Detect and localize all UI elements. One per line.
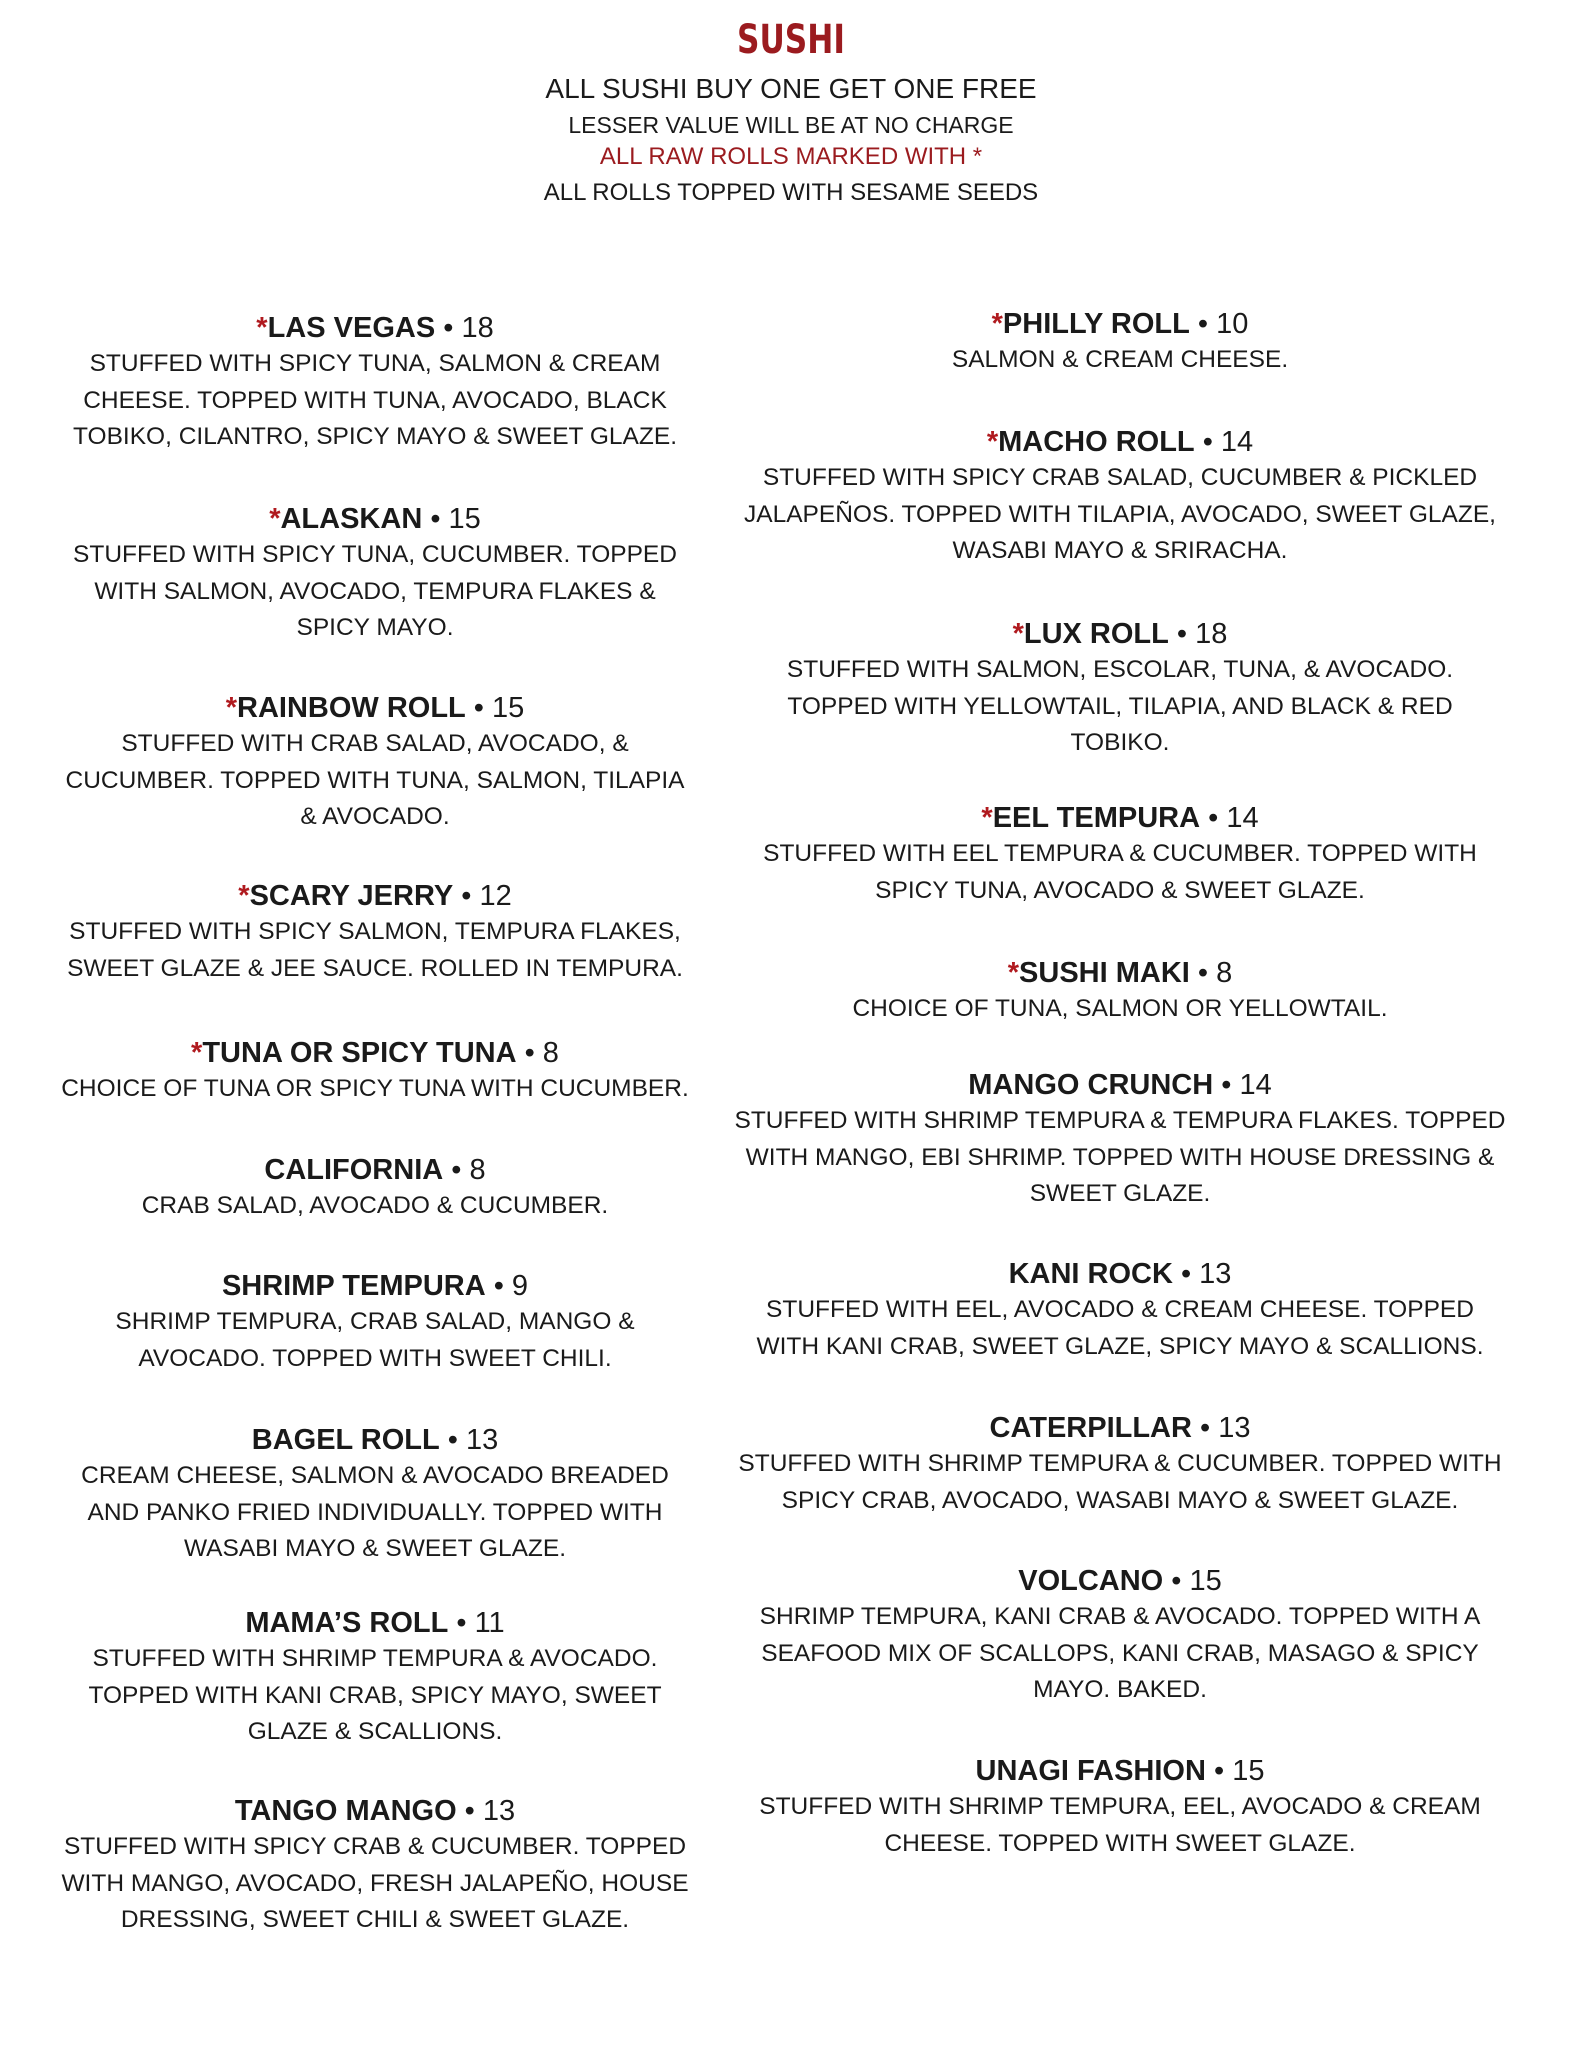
raw-marker: *: [238, 880, 250, 912]
menu-item-description: [30, 537, 720, 647]
menu-item-description: [730, 460, 1510, 570]
description-line: DRESSING, SWEET CHILI & SWEET GLAZE.: [120, 1906, 630, 1933]
menu-item: [730, 1065, 1510, 1213]
menu-item: [730, 614, 1510, 762]
description-line: GLAZE & SCALLIONS.: [247, 1718, 503, 1745]
menu-item-price: • 8: [443, 1154, 486, 1186]
menu-item: [730, 1751, 1510, 1862]
description-line: CHOICE OF TUNA OR SPICY TUNA WITH CUCUMBER.: [61, 1075, 689, 1102]
menu-item-description: [730, 1446, 1510, 1519]
description-line: STUFFED WITH SHRIMP TEMPURA & CUCUMBER. TOPPED WITH: [738, 1450, 1502, 1477]
description-line: SEAFOOD MIX OF SCALLOPS, KANI CRAB, MASAGO & SPICY: [761, 1639, 1479, 1667]
menu-item-name: VOLCANO: [1018, 1565, 1164, 1597]
menu-item-heading: [730, 1561, 1510, 1601]
menu-item-description: [30, 726, 720, 836]
menu-item: [730, 304, 1510, 379]
promo-note: LESSER VALUE WILL BE AT NO CHARGE: [568, 112, 1014, 138]
description-line: SWEET GLAZE.: [1029, 1180, 1211, 1207]
menu-item: [730, 1408, 1510, 1519]
description-line: WITH MANGO, EBI SHRIMP. TOPPED WITH HOUSE DRESSING &: [745, 1143, 1495, 1171]
description-line: SPICY MAYO.: [296, 614, 454, 641]
description-line: SHRIMP TEMPURA, CRAB SALAD, MANGO &: [115, 1308, 635, 1335]
menu-item-price: • 13: [1172, 1258, 1232, 1290]
menu-item-heading: [730, 798, 1510, 838]
raw-marker: *: [981, 802, 993, 834]
raw-marker: *: [986, 426, 999, 458]
menu-item-name: BAGEL ROLL: [251, 1424, 440, 1456]
description-line: TOBIKO, CILANTRO, SPICY MAYO & SWEET GLAZE.: [72, 423, 678, 450]
menu-item-price: • 10: [1189, 308, 1249, 340]
page-title: SUSHI: [736, 17, 846, 63]
menu-item-name: CATERPILLAR: [989, 1412, 1192, 1444]
menu-item-price: • 18: [435, 312, 494, 344]
menu-item: [30, 1420, 720, 1568]
description-line: WASABI MAYO & SRIRACHA.: [952, 537, 1288, 564]
menu-item-name: TANGO MANGO: [234, 1795, 457, 1827]
menu-item-name: KANI ROCK: [1008, 1258, 1173, 1290]
menu-item-heading: [730, 1254, 1510, 1294]
description-line: CHEESE. TOPPED WITH SWEET GLAZE.: [884, 1829, 1356, 1857]
menu-item-name: SCARY JERRY: [249, 880, 454, 912]
menu-item-name: SUSHI MAKI: [1019, 957, 1190, 989]
menu-item-heading: [30, 1150, 720, 1190]
menu-item-description: [30, 1304, 720, 1377]
menu-item-heading: [30, 1420, 720, 1460]
menu-item-name: PHILLY ROLL: [1002, 308, 1190, 340]
description-line: CUCUMBER. TOPPED WITH TUNA, SALMON, TILAPIA: [65, 766, 685, 794]
menu-item: [30, 688, 720, 836]
menu-item-name: LAS VEGAS: [267, 312, 436, 344]
menu-item-heading: [730, 614, 1510, 654]
description-line: AND PANKO FRIED INDIVIDUALLY. TOPPED WITH: [87, 1498, 663, 1526]
description-line: CHOICE OF TUNA, SALMON OR YELLOWTAIL.: [852, 995, 1388, 1022]
menu-item-description: [730, 652, 1510, 762]
menu-item-price: • 8: [516, 1037, 559, 1069]
sesame-notice: ALL ROLLS TOPPED WITH SESAME SEEDS: [543, 179, 1039, 206]
menu-item-price: • 14: [1213, 1069, 1272, 1101]
menu-item-price: • 13: [456, 1795, 516, 1827]
menu-item: [30, 1150, 720, 1225]
menu-item-name: UNAGI FASHION: [975, 1755, 1206, 1787]
menu-item-description: [30, 1188, 720, 1225]
description-line: STUFFED WITH SHRIMP TEMPURA & AVOCADO.: [92, 1645, 658, 1672]
description-line: CHEESE. TOPPED WITH TUNA, AVOCADO, BLACK: [83, 386, 667, 414]
description-line: AVOCADO. TOPPED WITH SWEET CHILI.: [138, 1344, 612, 1372]
description-line: STUFFED WITH SPICY SALMON, TEMPURA FLAKES,: [69, 918, 681, 945]
menu-item-name: RAINBOW ROLL: [237, 692, 466, 724]
menu-item-heading: [30, 499, 720, 539]
raw-marker: *: [991, 308, 1003, 340]
menu-item-price: • 8: [1189, 957, 1233, 989]
menu-item-description: [730, 991, 1510, 1028]
menu-item-price: • 9: [485, 1270, 529, 1302]
menu-item-description: [730, 1103, 1510, 1213]
menu-item-heading: [730, 953, 1510, 993]
menu-item: [30, 876, 720, 987]
description-line: TOBIKO.: [1070, 729, 1170, 756]
menu-item-heading: [30, 688, 720, 728]
menu-item-heading: [730, 1065, 1510, 1105]
menu-item-name: TUNA OR SPICY TUNA: [202, 1037, 517, 1069]
menu-item-name: ALASKAN: [280, 503, 423, 535]
menu-item-name: SHRIMP TEMPURA: [221, 1270, 486, 1302]
menu-item: [730, 1254, 1510, 1365]
description-line: STUFFED WITH CRAB SALAD, AVOCADO, &: [121, 730, 629, 757]
menu-item-price: • 18: [1168, 618, 1228, 650]
menu-item-description: [30, 1458, 720, 1568]
menu-item: [730, 1561, 1510, 1709]
raw-notice: ALL RAW ROLLS MARKED WITH *: [599, 143, 983, 170]
menu-item-heading: [30, 1266, 720, 1306]
description-line: TOPPED WITH YELLOWTAIL, TILAPIA, AND BLACK & RED: [787, 692, 1453, 720]
description-line: STUFFED WITH SPICY TUNA, SALMON & CREAM: [89, 350, 661, 377]
menu-item-price: • 15: [422, 503, 481, 535]
menu-item: [30, 1033, 720, 1108]
description-line: STUFFED WITH EEL TEMPURA & CUCUMBER. TOPPED WITH: [763, 840, 1477, 867]
description-line: CRAB SALAD, AVOCADO & CUCUMBER.: [141, 1192, 609, 1219]
description-line: TOPPED WITH KANI CRAB, SPICY MAYO, SWEET: [88, 1681, 662, 1709]
menu-item-heading: [730, 304, 1510, 344]
menu-item-price: • 14: [1194, 426, 1254, 458]
menu-item-price: • 15: [1205, 1755, 1265, 1787]
raw-marker: *: [1007, 957, 1020, 989]
raw-marker: *: [269, 503, 281, 535]
menu-item-name: MACHO ROLL: [998, 426, 1195, 458]
menu-item-price: • 13: [1191, 1412, 1251, 1444]
menu-item-heading: [30, 1033, 720, 1073]
menu-item: [30, 308, 720, 456]
menu-item-price: • 15: [1163, 1565, 1222, 1597]
menu-item: [30, 1603, 720, 1751]
description-line: SALMON & CREAM CHEESE.: [951, 346, 1289, 373]
menu-item-description: [30, 1829, 720, 1939]
menu-item-name: MAMA’S ROLL: [245, 1607, 449, 1639]
menu-item-heading: [30, 308, 720, 348]
description-line: WITH SALMON, AVOCADO, TEMPURA FLAKES &: [94, 577, 656, 605]
description-line: STUFFED WITH SPICY CRAB SALAD, CUCUMBER & PICKLED: [762, 464, 1478, 491]
description-line: STUFFED WITH SHRIMP TEMPURA, EEL, AVOCADO & CREAM: [759, 1793, 1481, 1820]
menu-item-description: [730, 1789, 1510, 1862]
menu-item: [730, 422, 1510, 570]
menu-item-description: [730, 342, 1510, 379]
menu-item-heading: [730, 422, 1510, 462]
menu-item-description: [30, 1071, 720, 1108]
menu-item-name: LUX ROLL: [1023, 618, 1169, 650]
description-line: MAYO. BAKED.: [1033, 1676, 1207, 1703]
description-line: STUFFED WITH EEL, AVOCADO & CREAM CHEESE. TOPPED: [766, 1296, 1474, 1323]
menu-item-heading: [730, 1751, 1510, 1791]
description-line: STUFFED WITH SPICY TUNA, CUCUMBER. TOPPED: [73, 541, 677, 568]
description-line: & AVOCADO.: [300, 803, 450, 830]
description-line: WITH MANGO, AVOCADO, FRESH JALAPEÑO, HOUSE: [61, 1869, 689, 1897]
menu-item-price: • 13: [439, 1424, 499, 1456]
raw-marker: *: [225, 692, 237, 724]
menu-item-description: [730, 836, 1510, 909]
raw-marker: *: [191, 1037, 203, 1069]
menu-item-description: [730, 1599, 1510, 1709]
description-line: WITH KANI CRAB, SWEET GLAZE, SPICY MAYO & SCALLIONS.: [756, 1332, 1484, 1360]
menu-item: [730, 798, 1510, 909]
description-line: SPICY TUNA, AVOCADO & SWEET GLAZE.: [875, 876, 1365, 904]
menu-item-price: • 15: [465, 692, 525, 724]
description-line: CREAM CHEESE, SALMON & AVOCADO BREADED: [81, 1462, 669, 1489]
menu-item-heading: [30, 876, 720, 916]
menu-item-description: [30, 914, 720, 987]
raw-marker: *: [1012, 618, 1024, 650]
description-line: SHRIMP TEMPURA, KANI CRAB & AVOCADO. TOPPED WITH A: [759, 1603, 1481, 1630]
menu-item: [730, 953, 1510, 1028]
description-line: STUFFED WITH SALMON, ESCOLAR, TUNA, & AVOCADO.: [786, 656, 1454, 683]
menu-item-price: • 11: [448, 1607, 505, 1639]
description-line: SPICY CRAB, AVOCADO, WASABI MAYO & SWEET GLAZE.: [781, 1486, 1459, 1514]
menu-item-heading: [30, 1791, 720, 1831]
menu-item: [30, 499, 720, 647]
menu-item: [30, 1266, 720, 1377]
menu-item-description: [30, 346, 720, 456]
menu-item: [30, 1791, 720, 1939]
description-line: JALAPEÑOS. TOPPED WITH TILAPIA, AVOCADO, SWEET GLAZE,: [744, 500, 1496, 528]
menu-item-price: • 14: [1200, 802, 1259, 834]
menu-item-heading: [30, 1603, 720, 1643]
description-line: SWEET GLAZE & JEE SAUCE. ROLLED IN TEMPURA.: [67, 954, 683, 982]
menu-item-description: [730, 1292, 1510, 1365]
menu-item-description: [30, 1641, 720, 1751]
menu-item-heading: [730, 1408, 1510, 1448]
menu-item-name: MANGO CRUNCH: [968, 1069, 1214, 1101]
menu-item-name: EEL TEMPURA: [992, 802, 1201, 834]
description-line: STUFFED WITH SHRIMP TEMPURA & TEMPURA FLAKES. TOPPED: [734, 1107, 1506, 1134]
description-line: WASABI MAYO & SWEET GLAZE.: [183, 1535, 567, 1562]
menu-item-name: CALIFORNIA: [264, 1154, 444, 1186]
promo-line: ALL SUSHI BUY ONE GET ONE FREE: [545, 73, 1037, 104]
description-line: STUFFED WITH SPICY CRAB & CUCUMBER. TOPPED: [63, 1833, 687, 1860]
menu-item-price: • 12: [453, 880, 512, 912]
raw-marker: *: [256, 312, 268, 344]
